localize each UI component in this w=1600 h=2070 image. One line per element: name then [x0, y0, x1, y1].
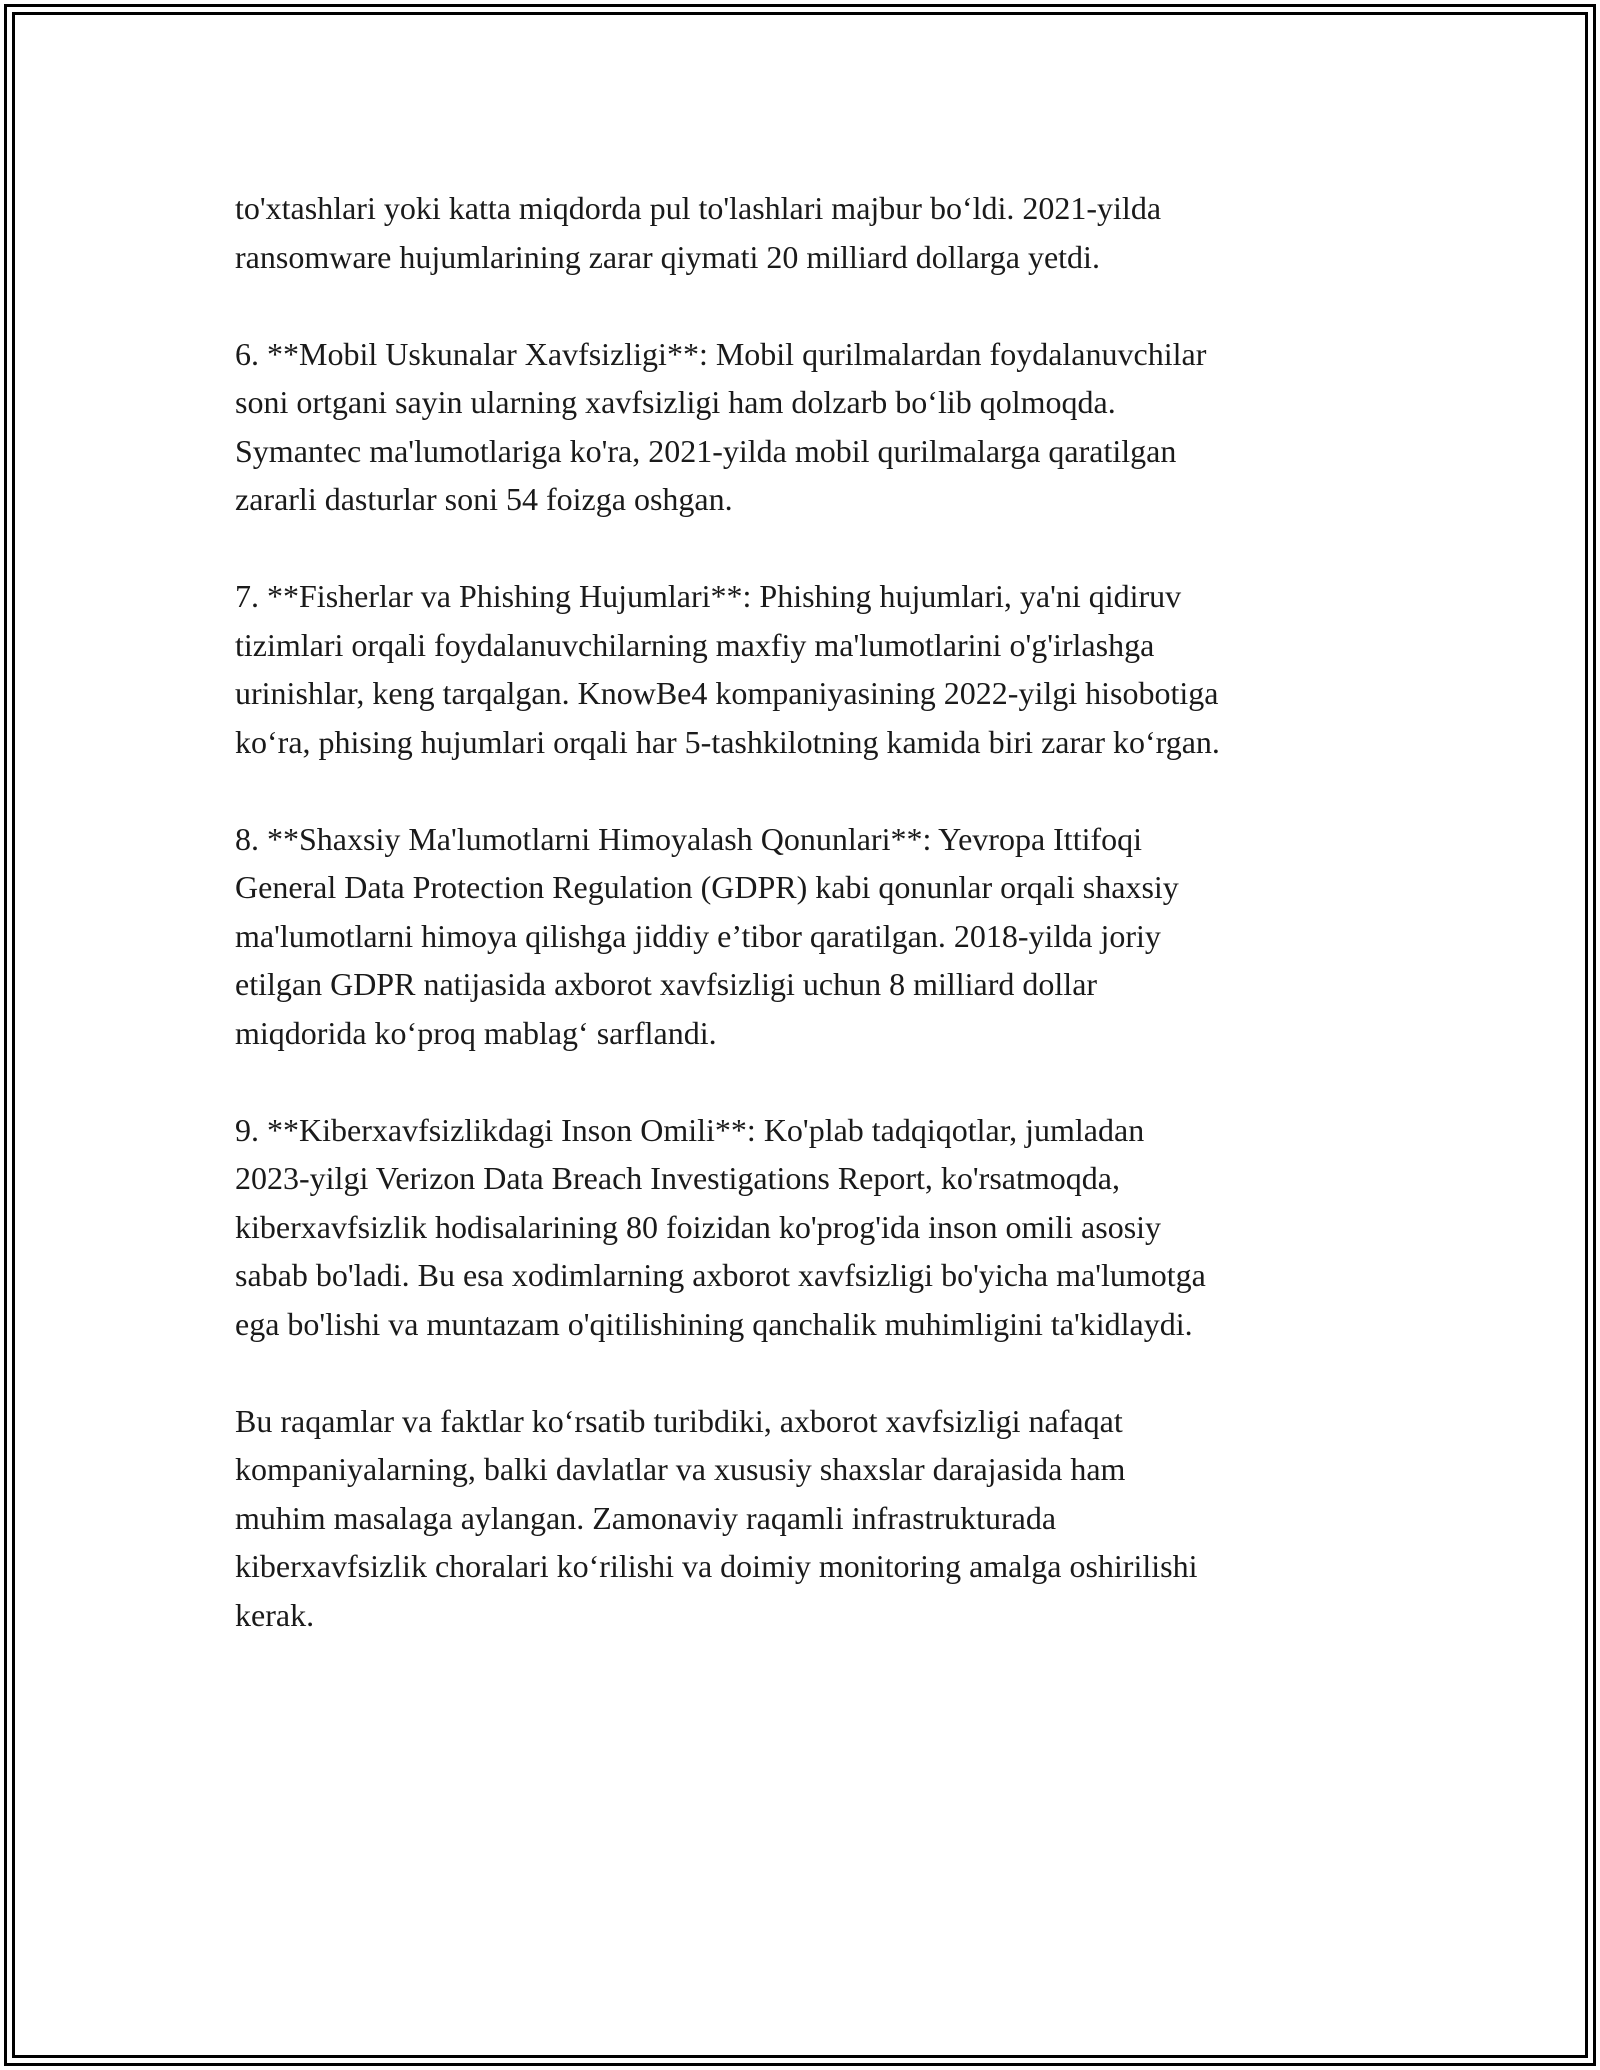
text-line: ega bo'lishi va muntazam o'qitilishining qanchalik muhimligini ta'kidlaydi. — [235, 1305, 1193, 1342]
text-line: 8. **Shaxsiy Ma'lumotlarni Himoyalash Qonunlari**: Yevropa Ittifoqi — [235, 820, 1143, 857]
text-line: ko‘ra, phising hujumlari orqali har 5-tashkilotning kamida biri zarar ko‘rgan. — [235, 723, 1220, 760]
text-line: 9. **Kiberxavfsizlikdagi Inson Omili**: Ko'plab tadqiqotlar, jumladan — [235, 1111, 1145, 1148]
paragraph-data-protection-laws — [235, 815, 1395, 1058]
text-line: urinishlar, keng tarqalgan. KnowBe4 kompaniyasining 2022-yilgi hisobotiga — [235, 675, 1219, 711]
text-line: kerak. — [235, 1596, 315, 1633]
text-line: kiberxavfsizlik choralari ko‘rilishi va doimiy monitoring amalga oshirilishi — [235, 1548, 1198, 1584]
text-line: 2023-yilgi Verizon Data Breach Investigations Report, ko'rsatmoqda, — [235, 1160, 1120, 1196]
text-line: to'xtashlari yoki katta miqdorda pul to'lashlari majbur bo‘ldi. 2021-yilda — [235, 190, 1162, 226]
paragraph-phishing — [235, 572, 1395, 766]
text-line: soni ortgani sayin ularning xavfsizligi ham dolzarb bo‘lib qolmoqda. — [235, 384, 1116, 420]
text-line: etilgan GDPR natijasida axborot xavfsizligi uchun 8 milliard dollar — [235, 966, 1098, 1002]
text-line: General Data Protection Regulation (GDPR) kabi qonunlar orqali shaxsiy — [235, 869, 1179, 905]
paragraph-ransomware-continuation — [235, 184, 1395, 281]
text-line: muhim masalaga aylangan. Zamonaviy raqamli infrastrukturada — [235, 1499, 1057, 1536]
text-line: zararli dasturlar soni 54 foizga oshgan. — [235, 481, 733, 517]
text-line: Symantec ma'lumotlariga ko'ra, 2021-yilda mobil qurilmalarga qaratilgan — [235, 432, 1177, 469]
text-line: miqdorida ko‘proq mablag‘ sarflandi. — [235, 1014, 717, 1051]
text-line: ma'lumotlarni himoya qilishga jiddiy e’tibor qaratilgan. 2018-yilda joriy — [235, 917, 1161, 954]
paragraph-mobile-security — [235, 330, 1395, 524]
document-body — [235, 184, 1395, 1639]
text-line: 7. **Fisherlar va Phishing Hujumlari**: Phishing hujumlari, ya'ni qidiruv — [235, 578, 1182, 614]
text-line: ransomware hujumlarining zarar qiymati 20 milliard dollarga yetdi. — [235, 238, 1100, 275]
text-line: Bu raqamlar va faktlar ko‘rsatib turibdiki, axborot xavfsizligi nafaqat — [235, 1402, 1123, 1439]
text-line: 6. **Mobil Uskunalar Xavfsizligi**: Mobil qurilmalardan foydalanuvchilar — [235, 335, 1207, 372]
paragraph-human-factor — [235, 1106, 1395, 1349]
text-line: kompaniyalarning, balki davlatlar va xususiy shaxslar darajasida ham — [235, 1451, 1126, 1487]
text-line: tizimlari orqali foydalanuvchilarning maxfiy ma'lumotlarini o'g'irlashga — [235, 626, 1155, 663]
text-line: sabab bo'ladi. Bu esa xodimlarning axborot xavfsizligi bo'yicha ma'lumotga — [235, 1257, 1206, 1293]
paragraph-conclusion — [235, 1397, 1395, 1640]
text-line: kiberxavfsizlik hodisalarining 80 foizidan ko'prog'ida inson omili asosiy — [235, 1208, 1162, 1245]
